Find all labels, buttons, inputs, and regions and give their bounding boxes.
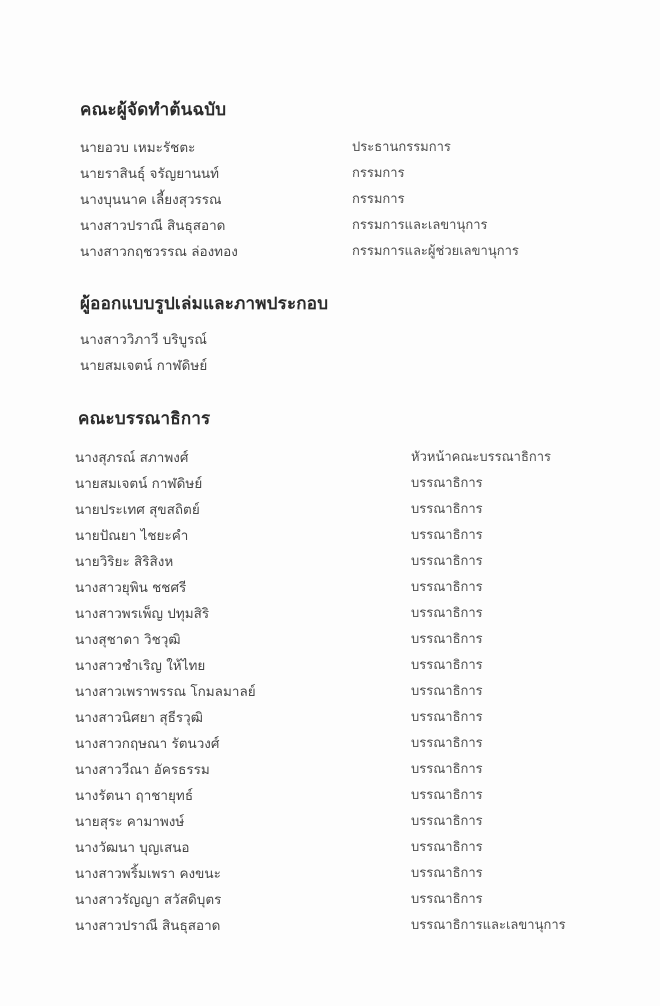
member-name: นางวัฒนา บุญเสนอ [75,840,190,856]
list-item [0,550,660,574]
list-item [0,354,660,378]
member-name: นางรัตนา ฤาชายุทธ์ [75,788,194,804]
list-item [0,810,660,834]
list-item [0,758,660,782]
member-name: นายประเทศ สุขสถิตย์ [75,502,200,518]
member-role: บรรณาธิการ [411,580,483,595]
list-item [0,498,660,522]
list-item [0,214,660,238]
member-role: บรรณาธิการ [411,736,483,751]
member-role: บรรณาธิการ [411,840,483,855]
member-name: นางสาววิภาวี บริบูรณ์ [80,332,207,348]
member-role: กรรมการและผู้ช่วยเลขานุการ [352,244,519,259]
list-item [0,446,660,470]
list-item [0,328,660,352]
list-item [0,240,660,264]
list-item [0,888,660,912]
section-title-book-design-and-illustration: ผู้ออกแบบรูปเล่มและภาพประกอบ [80,294,329,314]
member-role: บรรณาธิการ [411,762,483,777]
member-name: นายปัณยา ไชยะคำ [75,528,189,544]
member-name: นายอวบ เหมะรัชตะ [80,140,196,156]
member-name: นางสาวนิศยา สุธีรวุฒิ [75,710,203,726]
member-name: นางสาววีณา อัครธรรม [75,762,210,778]
list-item [0,602,660,626]
list-item [0,680,660,704]
member-role: บรรณาธิการ [411,814,483,829]
member-name: นางสาวชำเริญ ให้ไทย [75,658,206,674]
member-name: นางสาวพรเพ็ญ ปทุมสิริ [75,606,210,622]
member-name: นางสาวกฤษณา รัตนวงศ์ [75,736,220,752]
member-name: นายสุระ คามาพงษ์ [75,814,185,830]
list-item [0,136,660,160]
member-role: บรรณาธิการ [411,658,483,673]
list-item [0,162,660,186]
member-name: นางสาวกฤชวรรณ ล่องทอง [80,244,238,260]
list-item [0,914,660,938]
member-name: นายราสินธุ์ จรัญยานนท์ [80,166,220,182]
member-role: บรรณาธิการและเลขานุการ [411,918,566,933]
list-item [0,654,660,678]
list-item [0,732,660,756]
list-item [0,628,660,652]
list-item [0,472,660,496]
member-role: บรรณาธิการ [411,554,483,569]
member-name: นายสมเจตน์ กาฬดิษย์ [80,358,208,374]
member-role: กรรมการและเลขานุการ [352,218,488,233]
list-item [0,576,660,600]
member-role: บรรณาธิการ [411,476,483,491]
list-item [0,784,660,808]
member-role: กรรมการ [352,166,405,181]
member-role: บรรณาธิการ [411,528,483,543]
member-role: บรรณาธิการ [411,788,483,803]
list-item [0,706,660,730]
member-role: บรรณาธิการ [411,632,483,647]
member-role: บรรณาธิการ [411,502,483,517]
member-role: บรรณาธิการ [411,606,483,621]
member-name: นายวิริยะ สิริสิงห [75,554,174,570]
member-role: บรรณาธิการ [411,892,483,907]
member-role: หัวหน้าคณะบรรณาธิการ [411,450,552,465]
section-title-original-manuscript-committee: คณะผู้จัดทำต้นฉบับ [80,100,227,120]
list-item [0,836,660,860]
member-name: นางสุชาดา วิชวุฒิ [75,632,181,648]
member-name: นางสุภรณ์ สภาพงศ์ [75,450,189,466]
list-item [0,862,660,886]
list-item [0,524,660,548]
member-name: นางสาวปราณี สินธุสอาด [80,218,226,234]
member-name: นายสมเจตน์ กาฬดิษย์ [75,476,203,492]
section-title-editorial-board: คณะบรรณาธิการ [78,409,211,429]
member-name: นางสาวรัญญา สวัสดิบุตร [75,892,222,908]
list-item [0,188,660,212]
member-name: นางสาวยุพิน ชชศรี [75,580,187,596]
member-role: บรรณาธิการ [411,866,483,881]
member-name: นางสาวพริ้มเพรา คงขนะ [75,866,221,882]
member-role: กรรมการ [352,192,405,207]
member-name: นางสาวปราณี สินธุสอาด [75,918,221,934]
member-name: นางสาวเพราพรรณ โกมลมาลย์ [75,684,256,700]
member-role: ประธานกรรมการ [352,140,451,155]
member-name: นางบุนนาค เลี้ยงสุวรรณ [80,192,222,208]
member-role: บรรณาธิการ [411,684,483,699]
member-role: บรรณาธิการ [411,710,483,725]
